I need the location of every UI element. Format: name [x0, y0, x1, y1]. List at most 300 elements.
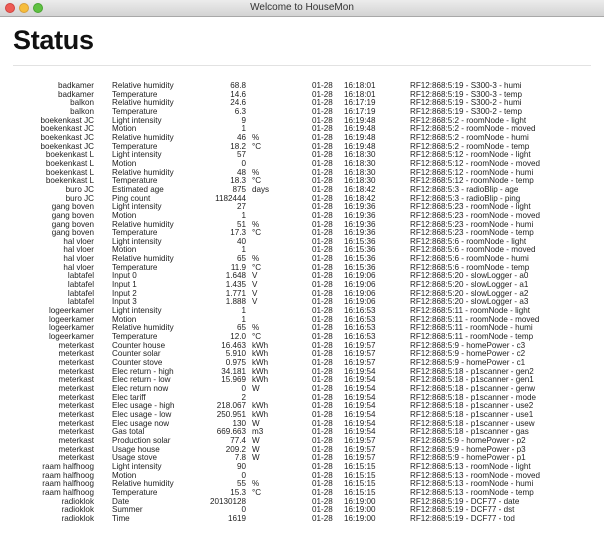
parameter-cell: Time	[112, 513, 130, 523]
date-cell: 01-28	[312, 219, 333, 229]
time-cell: 16:19:57	[344, 340, 376, 350]
date-cell: 01-28	[312, 210, 333, 220]
parameter-cell: Elec usage now	[112, 418, 170, 428]
location-cell: gang boven	[51, 219, 94, 229]
location-cell: labtafel	[67, 271, 94, 281]
location-cell: raam halfhoog	[42, 479, 94, 489]
unit-cell: °C	[252, 228, 262, 238]
value-cell: 17.3	[230, 228, 246, 238]
time-cell: 16:19:54	[344, 401, 376, 411]
time-cell: 16:19:48	[344, 141, 376, 151]
date-cell: 01-28	[312, 89, 333, 99]
unit-cell	[252, 203, 312, 212]
location-cell: meterkast	[58, 401, 94, 411]
parameter-cell: Input 0	[112, 271, 137, 281]
location-cell: hal vloer	[63, 262, 94, 272]
location-cell: meterkast	[58, 366, 94, 376]
parameter-cell: Motion	[112, 245, 137, 255]
location-cell: radioklok	[61, 513, 94, 523]
location-cell: balkon	[70, 98, 94, 108]
unit-cell: V	[252, 297, 258, 307]
value-cell: 2	[241, 392, 246, 402]
time-cell: 16:19:36	[344, 210, 376, 220]
date-cell: 01-28	[312, 236, 333, 246]
parameter-cell: Elec return - low	[112, 375, 171, 385]
unit-cell	[252, 99, 312, 108]
time-cell: 16:19:54	[344, 366, 376, 376]
date-cell: 01-28	[312, 358, 333, 367]
location-cell: labtafel	[67, 297, 94, 307]
key-cell: RF12:868:5:6 - roomNode - temp	[410, 262, 530, 272]
date-cell: 01-28	[312, 349, 333, 359]
value-cell: 209.2	[225, 444, 246, 454]
unit-cell: kWh	[252, 349, 269, 359]
unit-cell	[252, 463, 312, 472]
time-cell: 16:18:01	[344, 81, 376, 90]
key-cell: RF12:868:5:9 - homePower - p3	[410, 444, 526, 454]
date-cell: 01-28	[312, 306, 333, 316]
parameter-cell: Relative humidity	[112, 98, 174, 108]
date-cell: 01-28	[312, 470, 333, 480]
unit-cell: V	[252, 288, 258, 298]
value-cell: 0.975	[225, 358, 246, 367]
location-cell: gang boven	[51, 202, 94, 212]
location-cell: boekenkast L	[45, 150, 94, 160]
time-cell: 16:18:30	[344, 176, 376, 186]
time-cell: 16:19:48	[344, 132, 376, 142]
location-cell: buro JC	[65, 184, 94, 194]
value-cell: 65	[236, 254, 246, 264]
parameter-cell: Temperature	[112, 487, 158, 497]
time-cell: 16:19:54	[344, 409, 376, 419]
time-cell: 16:19:54	[344, 375, 376, 385]
window-title: Welcome to HouseMon	[250, 2, 354, 13]
key-cell: RF12:868:5:19 - S300-2 - temp	[410, 106, 523, 116]
time-cell: 16:15:36	[344, 236, 376, 246]
location-cell: gang boven	[51, 210, 94, 220]
time-cell: 16:17:19	[344, 98, 376, 108]
parameter-cell: Light intensity	[112, 306, 162, 316]
key-cell: RF12:868:5:18 - p1scanner - usew	[410, 418, 535, 428]
date-cell: 01-28	[312, 323, 333, 333]
parameter-cell: Elec usage - high	[112, 401, 175, 411]
time-cell: 16:16:53	[344, 306, 376, 316]
location-cell: hal vloer	[63, 254, 94, 264]
location-cell: meterkast	[58, 453, 94, 463]
date-cell: 01-28	[312, 479, 333, 489]
date-cell: 01-28	[312, 375, 333, 385]
value-cell: 669.663	[216, 427, 246, 437]
unit-cell	[252, 91, 312, 100]
parameter-cell: Temperature	[112, 106, 158, 116]
value-cell: 250.951	[216, 409, 246, 419]
unit-cell	[252, 108, 312, 117]
time-cell: 16:18:30	[344, 167, 376, 177]
date-cell: 01-28	[312, 262, 333, 272]
location-cell: meterkast	[58, 418, 94, 428]
value-cell: 1.771	[225, 288, 246, 298]
value-cell: 20130128	[209, 496, 246, 506]
parameter-cell: Temperature	[112, 141, 158, 151]
location-cell: meterkast	[58, 409, 94, 419]
unit-cell: %	[252, 219, 260, 229]
unit-cell: kWh	[252, 409, 269, 419]
location-cell: logeerkamer	[49, 306, 94, 316]
parameter-cell: Light intensity	[112, 115, 162, 125]
key-cell: RF12:868:5:23 - roomNode - temp	[410, 228, 534, 238]
time-cell: 16:15:36	[344, 245, 376, 255]
key-cell: RF12:868:5:9 - homePower - p1	[410, 453, 526, 463]
location-cell: boekenkast JC	[40, 141, 94, 151]
unit-cell: kWh	[252, 340, 269, 350]
key-cell: RF12:868:5:9 - homePower - c2	[410, 349, 526, 359]
value-cell: 57	[236, 150, 246, 160]
location-cell: labtafel	[67, 280, 94, 290]
location-cell: boekenkast JC	[40, 132, 94, 142]
value-cell: 55	[236, 479, 246, 489]
key-cell: RF12:868:5:19 - S300-3 - humi	[410, 81, 522, 90]
unit-cell	[252, 160, 312, 169]
unit-cell	[252, 195, 312, 204]
parameter-cell: Temperature	[112, 262, 158, 272]
key-cell: RF12:868:5:18 - p1scanner - use1	[410, 409, 534, 419]
parameter-cell: Light intensity	[112, 202, 162, 212]
date-cell: 01-28	[312, 81, 333, 90]
unit-cell: %	[252, 254, 260, 264]
unit-cell: kWh	[252, 366, 269, 376]
location-cell: meterkast	[58, 340, 94, 350]
date-cell: 01-28	[312, 453, 333, 463]
value-cell: 0	[241, 470, 246, 480]
time-cell: 16:15:15	[344, 487, 376, 497]
key-cell: RF12:868:5:18 - p1scanner - gas	[410, 427, 529, 437]
key-cell: RF12:868:5:18 - p1scanner - gen1	[410, 375, 534, 385]
date-cell: 01-28	[312, 98, 333, 108]
key-cell: RF12:868:5:19 - S300-2 - humi	[410, 98, 522, 108]
parameter-cell: Relative humidity	[112, 219, 174, 229]
time-cell: 16:19:54	[344, 392, 376, 402]
date-cell: 01-28	[312, 444, 333, 454]
date-cell: 01-28	[312, 418, 333, 428]
title-bar	[0, 0, 604, 17]
value-cell: 1	[241, 124, 246, 134]
key-cell: RF12:868:5:11 - roomNode - humi	[410, 323, 533, 333]
date-cell: 01-28	[312, 505, 333, 515]
date-cell: 01-28	[312, 513, 333, 523]
location-cell: raam halfhoog	[42, 470, 94, 480]
parameter-cell: Counter house	[112, 340, 166, 350]
date-cell: 01-28	[312, 176, 333, 186]
time-cell: 16:16:53	[344, 314, 376, 324]
unit-cell: %	[252, 167, 260, 177]
divider	[13, 65, 591, 66]
key-cell: RF12:868:5:19 - DCF77 - dst	[410, 505, 515, 515]
unit-cell: W	[252, 453, 260, 463]
key-cell: RF12:868:5:20 - slowLogger - a2	[410, 288, 529, 298]
key-cell: RF12:868:5:9 - homePower - p2	[410, 435, 526, 445]
unit-cell: V	[252, 271, 258, 281]
date-cell: 01-28	[312, 435, 333, 445]
unit-cell: °C	[252, 262, 262, 272]
table-row	[10, 515, 540, 524]
value-cell: 0	[241, 158, 246, 168]
location-cell: meterkast	[58, 392, 94, 402]
time-cell: 16:16:53	[344, 323, 376, 333]
time-cell: 16:19:06	[344, 280, 376, 290]
value-cell: 1.888	[225, 297, 246, 307]
key-cell: RF12:868:5:18 - p1scanner - use2	[410, 401, 534, 411]
time-cell: 16:19:06	[344, 271, 376, 281]
parameter-cell: Elec usage - low	[112, 409, 172, 419]
key-cell: RF12:868:5:20 - slowLogger - a0	[410, 271, 529, 281]
date-cell: 01-28	[312, 297, 333, 307]
key-cell: RF12:868:5:6 - roomNode - moved	[410, 245, 536, 255]
location-cell: raam halfhoog	[42, 461, 94, 471]
parameter-cell: Gas total	[112, 427, 145, 437]
value-cell: 1619	[227, 513, 246, 523]
date-cell: 01-28	[312, 228, 333, 238]
value-cell: 15.3	[230, 487, 246, 497]
date-cell: 01-28	[312, 392, 333, 402]
location-cell: logeerkamer	[49, 323, 94, 333]
date-cell: 01-28	[312, 401, 333, 411]
time-cell: 16:15:36	[344, 262, 376, 272]
key-cell: RF12:868:5:23 - roomNode - light	[410, 202, 531, 212]
parameter-cell: Elec return - high	[112, 366, 174, 376]
unit-cell: days	[252, 184, 270, 194]
key-cell: RF12:868:5:9 - homePower - c3	[410, 340, 526, 350]
time-cell: 16:19:06	[344, 288, 376, 298]
unit-cell: V	[252, 280, 258, 290]
key-cell: RF12:868:5:19 - S300-3 - temp	[410, 89, 523, 99]
key-cell: RF12:868:5:2 - roomNode - temp	[410, 141, 530, 151]
unit-cell: kWh	[252, 375, 269, 385]
value-cell: 24.6	[230, 98, 246, 108]
location-cell: gang boven	[51, 228, 94, 238]
unit-cell	[252, 246, 312, 255]
parameter-cell: Usage stove	[112, 453, 157, 463]
unit-cell	[252, 506, 312, 515]
key-cell: RF12:868:5:12 - roomNode - light	[410, 150, 531, 160]
date-cell: 01-28	[312, 288, 333, 298]
key-cell: RF12:868:5:3 - radioBlip - age	[410, 184, 519, 194]
key-cell: RF12:868:5:18 - p1scanner - gen2	[410, 366, 534, 376]
parameter-cell: Motion	[112, 314, 137, 324]
location-cell: logeerkamer	[49, 314, 94, 324]
time-cell: 16:19:48	[344, 124, 376, 134]
key-cell: RF12:868:5:11 - roomNode - light	[410, 306, 530, 316]
time-cell: 16:19:57	[344, 444, 376, 454]
parameter-cell: Estimated age	[112, 184, 164, 194]
key-cell: RF12:868:5:19 - DCF77 - date	[410, 496, 520, 506]
time-cell: 16:19:57	[344, 358, 376, 367]
value-cell: 48	[236, 167, 246, 177]
date-cell: 01-28	[312, 271, 333, 281]
value-cell: 1182444	[215, 193, 246, 203]
time-cell: 16:19:57	[344, 435, 376, 445]
value-cell: 90	[236, 461, 246, 471]
key-cell: RF12:868:5:18 - p1scanner - genw	[410, 383, 536, 393]
unit-cell: %	[252, 132, 260, 142]
value-cell: 1.435	[225, 280, 246, 290]
parameter-cell: Relative humidity	[112, 132, 174, 142]
location-cell: boekenkast JC	[40, 115, 94, 125]
parameter-cell: Elec tariff	[112, 392, 146, 402]
time-cell: 16:19:48	[344, 115, 376, 125]
date-cell: 01-28	[312, 167, 333, 177]
key-cell: RF12:868:5:20 - slowLogger - a1	[410, 280, 529, 290]
time-cell: 16:16:53	[344, 332, 376, 342]
date-cell: 01-28	[312, 340, 333, 350]
location-cell: badkamer	[58, 89, 94, 99]
parameter-cell: Relative humidity	[112, 167, 174, 177]
location-cell: meterkast	[58, 427, 94, 437]
parameter-cell: Relative humidity	[112, 323, 174, 333]
unit-cell: kWh	[252, 401, 269, 411]
parameter-cell: Temperature	[112, 89, 158, 99]
date-cell: 01-28	[312, 280, 333, 290]
date-cell: 01-28	[312, 158, 333, 168]
unit-cell	[252, 212, 312, 221]
date-cell: 01-28	[312, 132, 333, 142]
time-cell: 16:19:54	[344, 383, 376, 393]
unit-cell	[252, 498, 312, 507]
date-cell: 01-28	[312, 332, 333, 342]
value-cell: 40	[236, 236, 246, 246]
unit-cell: %	[252, 323, 260, 333]
parameter-cell: Motion	[112, 210, 137, 220]
parameter-cell: Relative humidity	[112, 81, 174, 90]
key-cell: RF12:868:5:13 - roomNode - temp	[410, 487, 534, 497]
time-cell: 16:19:06	[344, 297, 376, 307]
time-cell: 16:18:42	[344, 193, 376, 203]
time-cell: 16:15:15	[344, 479, 376, 489]
key-cell: RF12:868:5:20 - slowLogger - a3	[410, 297, 529, 307]
parameter-cell: Motion	[112, 124, 137, 134]
key-cell: RF12:868:5:12 - roomNode - moved	[410, 158, 541, 168]
value-cell: 6.3	[234, 106, 246, 116]
key-cell: RF12:868:5:23 - roomNode - humi	[410, 219, 534, 229]
value-cell: 0	[241, 383, 246, 393]
parameter-cell: Temperature	[112, 228, 158, 238]
location-cell: boekenkast L	[45, 167, 94, 177]
parameter-cell: Input 2	[112, 288, 137, 298]
time-cell: 16:15:15	[344, 470, 376, 480]
location-cell: meterkast	[58, 383, 94, 393]
location-cell: meterkast	[58, 444, 94, 454]
location-cell: hal vloer	[63, 236, 94, 246]
parameter-cell: Relative humidity	[112, 254, 174, 264]
location-cell: radioklok	[61, 505, 94, 515]
time-cell: 16:15:15	[344, 461, 376, 471]
parameter-cell: Production solar	[112, 435, 171, 445]
date-cell: 01-28	[312, 115, 333, 125]
date-cell: 01-28	[312, 409, 333, 419]
date-cell: 01-28	[312, 366, 333, 376]
date-cell: 01-28	[312, 383, 333, 393]
time-cell: 16:17:19	[344, 106, 376, 116]
unit-cell: W	[252, 435, 260, 445]
value-cell: 1	[241, 210, 246, 220]
parameter-cell: Light intensity	[112, 236, 162, 246]
value-cell: 14.6	[230, 89, 246, 99]
date-cell: 01-28	[312, 184, 333, 194]
key-cell: RF12:868:5:11 - roomNode - temp	[410, 332, 534, 342]
location-cell: hal vloer	[63, 245, 94, 255]
value-cell: 0	[241, 505, 246, 515]
unit-cell	[252, 82, 312, 91]
location-cell: balkon	[70, 106, 94, 116]
value-cell: 5.910	[225, 349, 246, 359]
parameter-cell: Input 3	[112, 297, 137, 307]
value-cell: 27	[236, 202, 246, 212]
date-cell: 01-28	[312, 314, 333, 324]
location-cell: raam halfhoog	[42, 487, 94, 497]
location-cell: meterkast	[58, 358, 94, 367]
time-cell: 16:19:00	[344, 513, 376, 523]
location-cell: meterkast	[58, 349, 94, 359]
unit-cell: °C	[252, 176, 262, 186]
date-cell: 01-28	[312, 106, 333, 116]
key-cell: RF12:868:5:2 - roomNode - light	[410, 115, 527, 125]
unit-cell	[252, 316, 312, 325]
date-cell: 01-28	[312, 193, 333, 203]
key-cell: RF12:868:5:19 - DCF77 - tod	[410, 513, 515, 523]
location-cell: labtafel	[67, 288, 94, 298]
value-cell: 1	[241, 314, 246, 324]
status-table	[10, 82, 540, 523]
unit-cell	[252, 125, 312, 134]
location-cell: boekenkast JC	[40, 124, 94, 134]
key-cell: RF12:868:5:3 - radioBlip - ping	[410, 193, 521, 203]
date-cell: 01-28	[312, 150, 333, 160]
key-cell: RF12:868:5:2 - roomNode - humi	[410, 132, 529, 142]
value-cell: 7.8	[234, 453, 246, 463]
unit-cell: °C	[252, 332, 262, 342]
time-cell: 16:19:00	[344, 496, 376, 506]
key-cell: RF12:868:5:23 - roomNode - moved	[410, 210, 541, 220]
parameter-cell: Elec return now	[112, 383, 169, 393]
date-cell: 01-28	[312, 202, 333, 212]
parameter-cell: Temperature	[112, 332, 158, 342]
value-cell: 16.463	[221, 340, 246, 350]
unit-cell	[252, 151, 312, 160]
unit-cell: °C	[252, 487, 262, 497]
unit-cell: W	[252, 418, 260, 428]
date-cell: 01-28	[312, 245, 333, 255]
date-cell: 01-28	[312, 461, 333, 471]
time-cell: 16:18:30	[344, 158, 376, 168]
location-cell: boekenkast L	[45, 158, 94, 168]
location-cell: meterkast	[58, 435, 94, 445]
unit-cell: kWh	[252, 358, 269, 367]
key-cell: RF12:868:5:13 - roomNode - light	[410, 461, 531, 471]
time-cell: 16:19:54	[344, 418, 376, 428]
value-cell: 9	[241, 115, 246, 125]
unit-cell: W	[252, 444, 260, 454]
date-cell: 01-28	[312, 496, 333, 506]
key-cell: RF12:868:5:12 - roomNode - humi	[410, 167, 534, 177]
value-cell: 1.648	[225, 271, 246, 281]
value-cell: 68.8	[230, 81, 246, 90]
unit-cell: °C	[252, 141, 262, 151]
value-cell: 1	[241, 306, 246, 316]
time-cell: 16:18:01	[344, 89, 376, 99]
page-content	[0, 17, 604, 535]
parameter-cell: Motion	[112, 158, 137, 168]
page-title: Status	[13, 25, 94, 55]
date-cell: 01-28	[312, 141, 333, 151]
